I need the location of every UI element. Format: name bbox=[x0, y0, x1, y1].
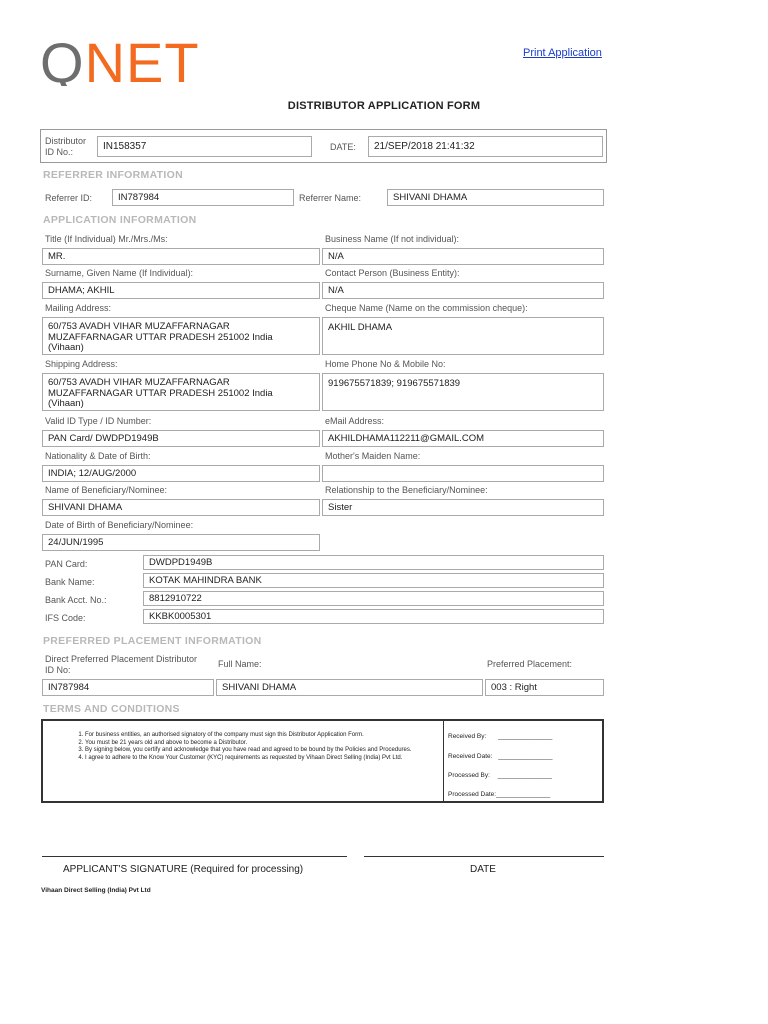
qnet-logo bbox=[40, 38, 230, 86]
distributor-id-field[interactable]: IN158357 bbox=[97, 136, 312, 157]
placement-id-label bbox=[45, 654, 215, 676]
maiden-name-field[interactable] bbox=[322, 465, 604, 482]
surname-field[interactable]: DHAMA; AKHIL bbox=[42, 282, 320, 299]
business-name-label: Business Name (If not individual): bbox=[325, 234, 460, 244]
bank-acct-field[interactable]: 8812910722 bbox=[143, 591, 604, 606]
print-application-link[interactable]: Print Application bbox=[523, 47, 602, 59]
processed-by-blank: _______________ bbox=[497, 772, 552, 779]
bank-name-label: Bank Name: bbox=[45, 577, 95, 587]
preferred-placement-field[interactable]: 003 : Right bbox=[485, 679, 604, 696]
terms-list bbox=[75, 732, 453, 762]
phone-label: Home Phone No & Mobile No: bbox=[325, 359, 446, 369]
mailing-line-3: (Vihaan) bbox=[48, 342, 84, 353]
terms-item-2: 2. You must be 21 years old and above to become a Distributor. bbox=[85, 740, 453, 748]
mailing-line-2: MUZAFFARNAGAR UTTAR PRADESH 251002 India bbox=[48, 331, 273, 343]
mailing-address-field[interactable] bbox=[42, 317, 320, 355]
surname-label: Surname, Given Name (If Individual): bbox=[45, 268, 194, 278]
placement-id-field[interactable]: IN787984 bbox=[42, 679, 214, 696]
maiden-name-label: Mother's Maiden Name: bbox=[325, 451, 421, 461]
terms-item-1: 1. For business entities, an authorised signatory of the company must sign this Distributor Application Form. bbox=[85, 732, 453, 740]
signature-line bbox=[42, 856, 347, 857]
pan-card-label: PAN Card: bbox=[45, 559, 88, 569]
form-title: DISTRIBUTOR APPLICATION FORM bbox=[287, 100, 481, 112]
date-line bbox=[364, 856, 604, 857]
received-date-label: Received Date: bbox=[448, 753, 493, 760]
business-name-field[interactable]: N/A bbox=[322, 248, 604, 265]
signature-label: APPLICANT'S SIGNATURE (Required for processing) bbox=[63, 864, 304, 875]
email-field[interactable]: AKHILDHAMA112211@GMAIL.COM bbox=[322, 430, 604, 447]
terms-item-3: 3. By signing below, you certify and acknowledge that you have read and agreed to be bound by the Policies and Procedures. bbox=[85, 747, 453, 755]
svg-text:QNET: QNET bbox=[40, 38, 200, 86]
referrer-section-title: REFERRER INFORMATION bbox=[43, 169, 183, 181]
received-by-blank: _______________ bbox=[498, 733, 553, 740]
referrer-name-field[interactable]: SHIVANI DHAMA bbox=[387, 189, 604, 206]
id-type-label: Valid ID Type / ID Number: bbox=[45, 416, 152, 426]
signature-date-label: DATE bbox=[470, 864, 496, 875]
placement-fullname-label: Full Name: bbox=[218, 659, 262, 669]
id-type-field[interactable]: PAN Card/ DWDPD1949B bbox=[42, 430, 320, 447]
processed-date bbox=[448, 791, 550, 798]
relationship-field[interactable]: Sister bbox=[322, 499, 604, 516]
referrer-id-label: Referrer ID: bbox=[45, 193, 93, 203]
referrer-id-field[interactable]: IN787984 bbox=[112, 189, 294, 206]
placement-fullname-field[interactable]: SHIVANI DHAMA bbox=[216, 679, 483, 696]
title-field[interactable]: MR. bbox=[42, 248, 320, 265]
date-label: DATE: bbox=[330, 142, 356, 152]
ifs-code-label: IFS Code: bbox=[45, 613, 86, 623]
terms-item-4: 4. I agree to adhere to the Know Your Customer (KYC) requirements as requested by Vihaan Direct Selling (India) Pvt Ltd. bbox=[85, 755, 453, 763]
shipping-address-field[interactable] bbox=[42, 373, 320, 411]
processed-date-label: Processed Date: bbox=[448, 791, 497, 798]
contact-person-label: Contact Person (Business Entity): bbox=[325, 268, 460, 278]
received-by-label: Received By: bbox=[448, 733, 487, 740]
terms-section-title: TERMS AND CONDITIONS bbox=[43, 703, 180, 715]
processed-by-label: Processed By: bbox=[448, 772, 490, 779]
email-label: eMail Address: bbox=[325, 416, 385, 426]
distributor-id-label: Distributor ID No.: bbox=[45, 136, 87, 157]
beneficiary-dob-field[interactable]: 24/JUN/1995 bbox=[42, 534, 320, 551]
terms-box bbox=[41, 719, 604, 803]
shipping-line-1: 60/753 AVADH VIHAR MUZAFFARNAGAR bbox=[48, 377, 230, 388]
date-field[interactable]: 21/SEP/2018 21:41:32 bbox=[368, 136, 603, 157]
received-date bbox=[448, 753, 553, 760]
processed-by bbox=[448, 772, 552, 779]
referrer-name-label: Referrer Name: bbox=[299, 193, 362, 203]
cheque-name-label: Cheque Name (Name on the commission cheque): bbox=[325, 303, 528, 313]
placement-id-label-line1: Direct Preferred Placement Distributor bbox=[45, 654, 198, 664]
beneficiary-field[interactable]: SHIVANI DHAMA bbox=[42, 499, 320, 516]
placement-id-label-line2: ID No: bbox=[45, 665, 71, 675]
beneficiary-label: Name of Beneficiary/Nominee: bbox=[45, 485, 168, 495]
phone-field[interactable]: 919675571839; 919675571839 bbox=[322, 373, 604, 411]
processed-date-blank: _______________ bbox=[496, 791, 551, 798]
received-by bbox=[448, 733, 552, 740]
relationship-label: Relationship to the Beneficiary/Nominee: bbox=[325, 485, 488, 495]
title-label: Title (If Individual) Mr./Mrs./Ms: bbox=[45, 234, 168, 244]
shipping-line-3: (Vihaan) bbox=[48, 398, 84, 409]
mailing-address-label: Mailing Address: bbox=[45, 303, 112, 313]
cheque-name-field[interactable]: AKHIL DHAMA bbox=[322, 317, 604, 355]
application-section-title: APPLICATION INFORMATION bbox=[43, 214, 197, 226]
preferred-placement-label: Preferred Placement: bbox=[487, 659, 573, 669]
shipping-address-label: Shipping Address: bbox=[45, 359, 118, 369]
office-use-panel bbox=[443, 721, 603, 801]
nationality-label: Nationality & Date of Birth: bbox=[45, 451, 151, 461]
received-date-blank: _______________ bbox=[498, 753, 553, 760]
company-footer: Vihaan Direct Selling (India) Pvt Ltd bbox=[41, 887, 151, 894]
ifs-code-field[interactable]: KKBK0005301 bbox=[143, 609, 604, 624]
qnet-logo-graphic bbox=[40, 38, 230, 86]
nationality-field[interactable]: INDIA; 12/AUG/2000 bbox=[42, 465, 320, 482]
shipping-line-2: MUZAFFARNAGAR UTTAR PRADESH 251002 India bbox=[48, 387, 273, 399]
contact-person-field[interactable]: N/A bbox=[322, 282, 604, 299]
pan-card-field[interactable]: DWDPD1949B bbox=[143, 555, 604, 570]
bank-acct-label: Bank Acct. No.: bbox=[45, 595, 107, 605]
placement-section-title: PREFERRED PLACEMENT INFORMATION bbox=[43, 635, 262, 647]
bank-name-field[interactable]: KOTAK MAHINDRA BANK bbox=[143, 573, 604, 588]
mailing-line-1: 60/753 AVADH VIHAR MUZAFFARNAGAR bbox=[48, 321, 230, 332]
beneficiary-dob-label: Date of Birth of Beneficiary/Nominee: bbox=[45, 520, 194, 530]
